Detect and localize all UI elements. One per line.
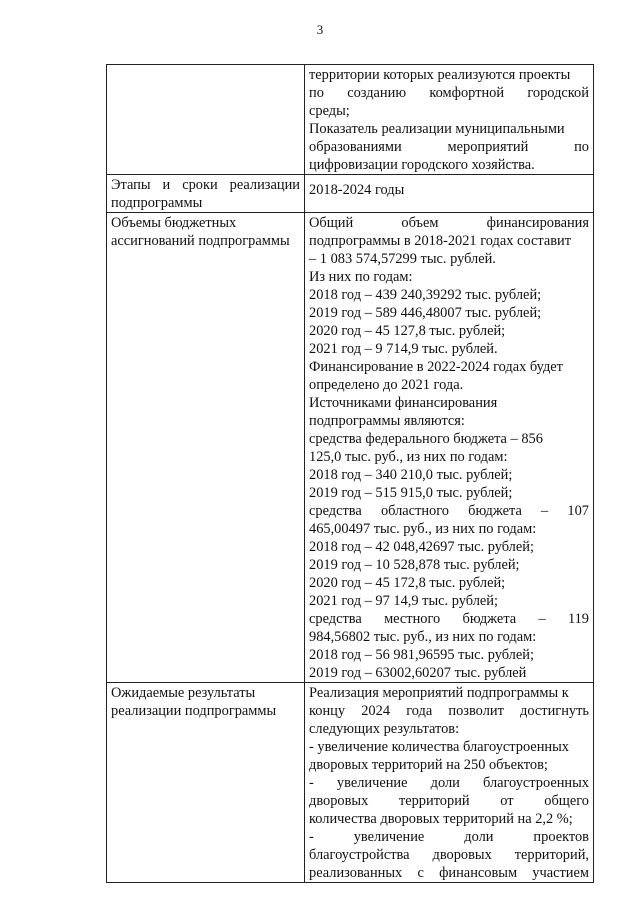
cell-line: 2019 год – 10 528,878 тыс. рублей;: [309, 557, 520, 573]
cell-line: ассигнований подпрограммы: [111, 233, 290, 249]
page-number: 3: [316, 22, 324, 37]
cell-word: от: [500, 793, 514, 809]
cell-line: 2018 год – 340 210,0 тыс. рублей;: [309, 467, 513, 483]
cell-word: общего: [544, 793, 589, 809]
cell-line: 2019 год – 63002,60207 тыс. рублей: [309, 665, 527, 681]
cell-word: концу: [309, 703, 346, 719]
table-row: [107, 213, 594, 683]
parameter-value-cell: [305, 683, 594, 883]
cell-word: доли: [430, 775, 460, 791]
cell-line: [111, 176, 300, 194]
cell-word: территорий,: [514, 847, 589, 863]
cell-line: количества дворовых территорий на 2,2 %;: [309, 811, 573, 827]
cell-line: определено до 2021 года.: [309, 377, 464, 393]
cell-word: дворовых: [432, 847, 492, 863]
cell-word: 2024: [361, 703, 391, 719]
cell-word: по: [309, 85, 324, 101]
cell-word: сроки: [182, 177, 218, 193]
cell-word: года: [406, 703, 433, 719]
cell-word: 107: [567, 503, 589, 519]
cell-line: 2018-2024 годы: [309, 182, 405, 198]
cell-line: 2019 год – 515 915,0 тыс. рублей;: [309, 485, 513, 501]
cell-word: с: [417, 865, 424, 881]
cell-word: участием: [532, 865, 589, 881]
cell-line: территории которых реализуются проекты: [309, 67, 571, 83]
cell-word: -: [309, 829, 314, 845]
parameter-name-cell: [107, 683, 305, 883]
table-body: [107, 65, 594, 883]
cell-word: финансовым: [439, 865, 518, 881]
cell-line: [309, 774, 589, 792]
cell-line: [309, 84, 589, 102]
cell-word: мероприятий: [447, 139, 529, 155]
cell-line: [309, 138, 589, 156]
cell-line: подпрограммы в 2018-2021 годах составит: [309, 233, 571, 249]
cell-line: - увеличение количества благоустроенных: [309, 739, 569, 755]
cell-word: дворовых: [309, 793, 369, 809]
cell-word: средства: [309, 611, 362, 627]
cell-line: реализации подпрограммы: [111, 703, 277, 719]
cell-word: проектов: [533, 829, 589, 845]
cell-line: [309, 792, 589, 810]
parameter-name-cell: [107, 65, 305, 175]
cell-word: бюджета: [462, 611, 517, 627]
cell-line: 2018 год – 439 240,39292 тыс. рублей;: [309, 287, 542, 303]
cell-line: [309, 828, 589, 846]
table-row: [107, 683, 594, 883]
cell-word: средства: [309, 503, 362, 519]
cell-line: 2021 год – 97 14,9 тыс. рублей;: [309, 593, 498, 609]
cell-word: бюджета: [468, 503, 522, 519]
parameter-value-cell: [305, 175, 594, 213]
cell-word: -: [309, 775, 314, 791]
cell-line: подпрограммы являются:: [309, 413, 465, 429]
cell-word: благоустройства: [309, 847, 410, 863]
cell-word: и: [162, 177, 171, 193]
cell-line: следующих результатов:: [309, 721, 460, 737]
cell-line: Из них по годам:: [309, 269, 413, 285]
cell-line: Ожидаемые результаты: [111, 685, 256, 701]
cell-line: Показатель реализации муниципальными: [309, 121, 565, 137]
cell-line: Финансирование в 2022-2024 годах будет: [309, 359, 563, 375]
cell-word: территорий: [398, 793, 470, 809]
cell-line: 2018 год – 56 981,96595 тыс. рублей;: [309, 647, 534, 663]
parameter-value-cell: [305, 213, 594, 683]
cell-word: созданию: [347, 85, 407, 101]
cell-word: –: [541, 503, 549, 519]
cell-line: 125,0 тыс. руб., из них по годам:: [309, 449, 508, 465]
cell-word: Общий: [309, 215, 354, 231]
cell-line: 2020 год – 45 127,8 тыс. рублей;: [309, 323, 506, 339]
cell-line: 465,00497 тыс. руб., из них по годам:: [309, 521, 537, 537]
cell-line: [309, 610, 589, 628]
cell-word: местного: [384, 611, 441, 627]
cell-word: городской: [527, 85, 589, 101]
parameter-value-cell: [305, 65, 594, 175]
subprogram-passport-table: [106, 64, 594, 883]
cell-line: цифровизации городского хозяйства.: [309, 157, 535, 173]
cell-line: дворовых территорий на 250 объектов;: [309, 757, 548, 773]
cell-line: [309, 502, 589, 520]
cell-word: реализованных: [309, 865, 403, 881]
table-row: [107, 65, 594, 175]
cell-line: средства федерального бюджета – 856: [309, 431, 543, 447]
cell-line: – 1 083 574,57299 тыс. рублей.: [309, 251, 496, 267]
cell-word: благоустроенных: [482, 775, 589, 791]
cell-word: увеличение: [353, 829, 425, 845]
cell-word: финансирования: [486, 215, 589, 231]
cell-line: [309, 702, 589, 720]
cell-word: по: [574, 139, 589, 155]
table-row: [107, 175, 594, 213]
cell-line: 984,56802 тыс. руб., из них по годам:: [309, 629, 537, 645]
cell-word: увеличение: [336, 775, 408, 791]
cell-word: –: [538, 611, 546, 627]
cell-word: достигнуть: [520, 703, 589, 719]
cell-line: [309, 864, 589, 882]
cell-line: [309, 214, 589, 232]
cell-line: Объемы бюджетных: [111, 215, 237, 231]
parameter-name-cell: [107, 213, 305, 683]
cell-word: доли: [464, 829, 494, 845]
cell-word: 119: [567, 611, 589, 627]
cell-word: Этапы: [111, 177, 151, 193]
cell-line: 2020 год – 45 172,8 тыс. рублей;: [309, 575, 506, 591]
cell-word: областного: [380, 503, 449, 519]
cell-line: Реализация мероприятий подпрограммы к: [309, 685, 569, 701]
cell-word: образованиями: [309, 139, 402, 155]
parameter-name-cell: [107, 175, 305, 213]
cell-line: подпрограммы: [111, 195, 203, 211]
cell-word: реализации: [229, 177, 300, 193]
cell-line: 2019 год – 589 446,48007 тыс. рублей;: [309, 305, 542, 321]
cell-word: комфортной: [429, 85, 505, 101]
cell-line: 2021 год – 9 714,9 тыс. рублей.: [309, 341, 498, 357]
cell-word: позволит: [448, 703, 504, 719]
cell-line: среды;: [309, 103, 350, 119]
cell-line: 2018 год – 42 048,42697 тыс. рублей;: [309, 539, 534, 555]
cell-line: [309, 846, 589, 864]
cell-word: объем: [401, 215, 439, 231]
cell-line: Источниками финансирования: [309, 395, 498, 411]
